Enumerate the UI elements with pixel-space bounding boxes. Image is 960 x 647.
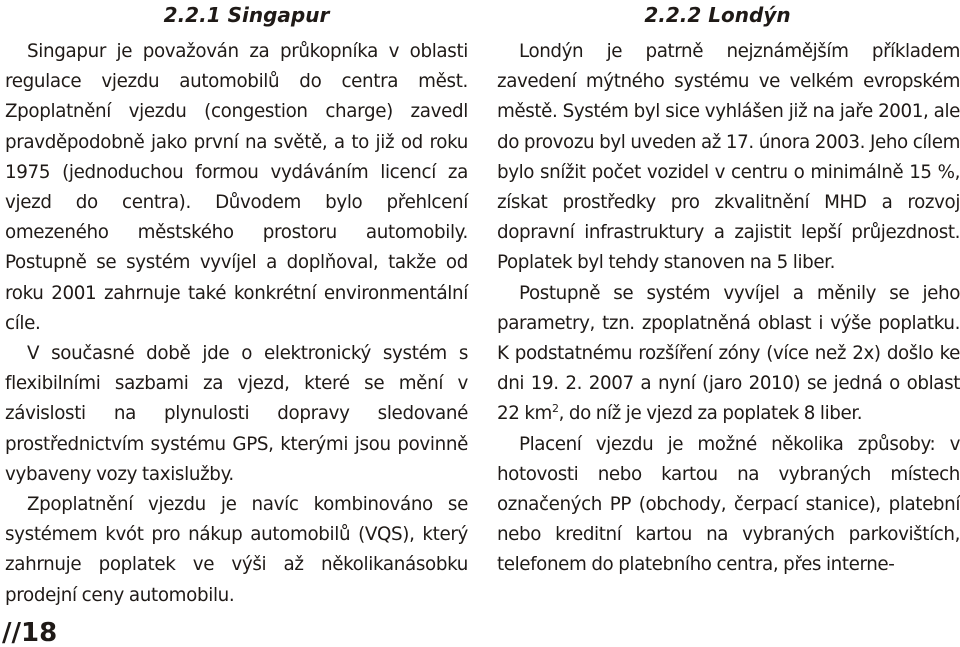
superscript: 2 xyxy=(551,402,559,416)
paragraph: Londýn je patrně nejznámějším příkladem zavedení mýtného systému ve velkém evropském městě. Systém byl sice vyhlášen již na jaře 2001, ale do provozu byl uveden až 17. února 2003. Jeho cílem bylo snížit počet vozidel v centru o minimálně 15 %, získat prostředky pro zkvalitnění MHD a rozvoj dopravní infrastruktury a zajistit lepší průjezdnost. Poplatek byl tehdy stanoven na 5 liber. xyxy=(497,41,960,274)
paragraph: Singapur je považován za průkopníka v oblasti regulace vjezdu automobilů do centra měst. Zpoplatnění vjezdu (congestion charge) zavedl pravděpodobně jako první na světě, a to již od roku 1975 (jednoduchou formou vydáváním licencí za vjezd do centra). Důvodem bylo přehlcení omezeného městského prostoru automobily. Postupně se systém vyvíjel a doplňoval, takže od roku 2001 zahrnuje také konkrétní environmentální cíle. xyxy=(5,41,468,334)
section-heading-londyn: 2.2.2 Londýn xyxy=(644,3,791,27)
paragraph xyxy=(497,279,960,430)
page-number: //18 xyxy=(2,618,58,647)
right-column xyxy=(497,0,960,581)
paragraph-text: Postupně se systém vyvíjel a měnily se jeho parametry, tzn. zpoplatněná oblast i výše poplatku. K podstatnému rozšíření zóny (více než 2x) došlo ke dni 19. 2. 2007 a nyní (jaro 2010) se jedná o oblast 22 km xyxy=(497,282,960,425)
section-heading-singapur: 2.2.1 Singapur xyxy=(163,3,330,27)
left-column xyxy=(5,0,468,611)
paragraph: Placení vjezdu je možné několika způsoby: v hotovosti nebo kartou na vybraných místech označených PP (obchody, čerpací stanice), platební nebo kreditní kartou na vybraných parkovištích, telefonem do platebního centra, přes interne- xyxy=(497,433,960,576)
paragraph: V současné době jde o elektronický systém s flexibilními sazbami za vjezd, které se mění v závislosti na plynulosti dopravy sledované prostřednictvím systému GPS, kterými jsou povinně vybaveny vozy taxislužby. xyxy=(5,343,468,485)
paragraph: Zpoplatnění vjezdu je navíc kombinováno se systémem kvót pro nákup automobilů (VQS), který zahrnuje poplatek ve výši až několikanásobku prodejní ceny automobilu. xyxy=(5,494,468,606)
paragraph-text: , do níž je vjezd za poplatek 8 liber. xyxy=(558,403,863,425)
